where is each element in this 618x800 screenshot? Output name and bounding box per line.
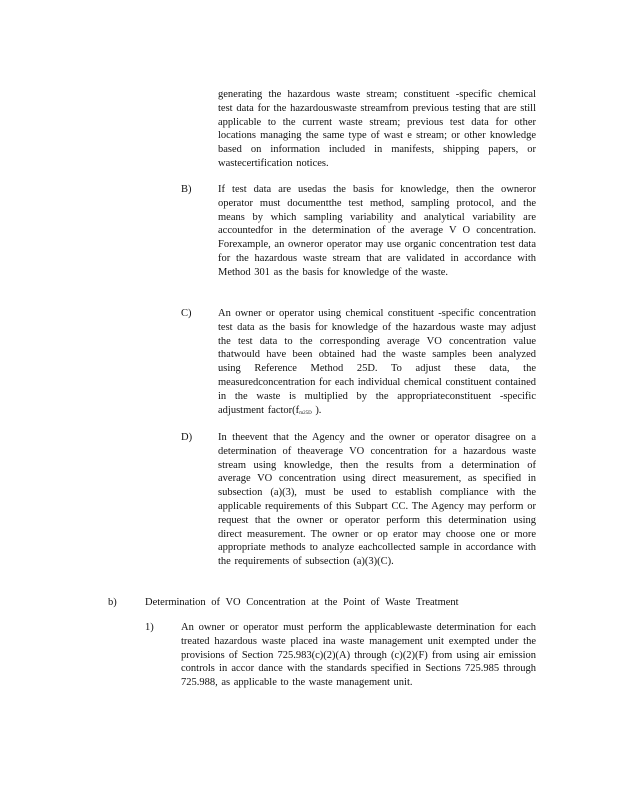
item-c-tail: ). bbox=[311, 404, 322, 416]
item-b-label: B) bbox=[181, 184, 192, 195]
item-c-label: C) bbox=[181, 308, 192, 319]
item-c-text bbox=[218, 307, 536, 420]
item-c-subscript: m25D bbox=[299, 410, 312, 416]
paragraph-1-label: 1) bbox=[145, 622, 154, 633]
section-b-label: b) bbox=[108, 597, 117, 608]
item-d-text: In theevent that the Agency and the owner or operator disagree on a determination of theaverage VO concentration for a hazardous waste stream using knowledge, then the results from a determination of average VO concentration using direct measurement, as specified in subsection (a)(3), must be used to establish compliance with the applicable requirements of this Subpart CC. The Agency may perform or request that the owner or operator perform this determination using direct measurement. The owner or op erator may choose one or more appropriate methods to analyze eachcollected sample in accordance with the requirements of subsection (a)(3)(C). bbox=[218, 432, 536, 568]
paragraph-1-text: An owner or operator must perform the applicablewaste determination for each treated hazardous waste placed ina waste management unit exempted under the provisions of Section 725.983(c)(2)(A) through (c)(2)(F) from using air emission controls in accor dance with the standards specified in Sections 725.985 through 725.988, as applicable to the waste management unit. bbox=[181, 622, 536, 689]
item-b-text: If test data are usedas the basis for knowledge, then the owneror operator must documentthe test method, sampling protocol, and the means by which sampling variability and analytical variability are accountedfor in the determination of the average V O concentration. Forexample, an owneror operator may use organic concentration test data for the hazardous waste stream that are validated in accordance with Method 301 as the basis for knowledge of the waste. bbox=[218, 184, 536, 278]
item-c-body: An owner or operator using chemical constituent -specific concentration test data as the basis for knowledge of the hazardous waste may adjust the test data to the corresponding average VO concentration value thatwould have been obtained had the waste samples been analyzed using Reference Method 25D. To adjust these data, the measuredconcentration for each individual chemical constituent contained in the waste is multiplied by the appropriateconstituent -specific adjustment factor(f bbox=[218, 308, 536, 416]
item-d-label: D) bbox=[181, 432, 193, 443]
section-b-heading: Determination of VO Concentration at the Point of Waste Treatment bbox=[145, 597, 459, 608]
continuation-paragraph: generating the hazardous waste stream; constituent -specific chemical test data for the hazardouswaste streamfrom previous testing that are still applicable to the current waste stream; previous test data for other locations managing the same type of wast e stream; or other knowledge based on information included in manifests, shipping papers, or wastecertification notices. bbox=[218, 89, 536, 169]
